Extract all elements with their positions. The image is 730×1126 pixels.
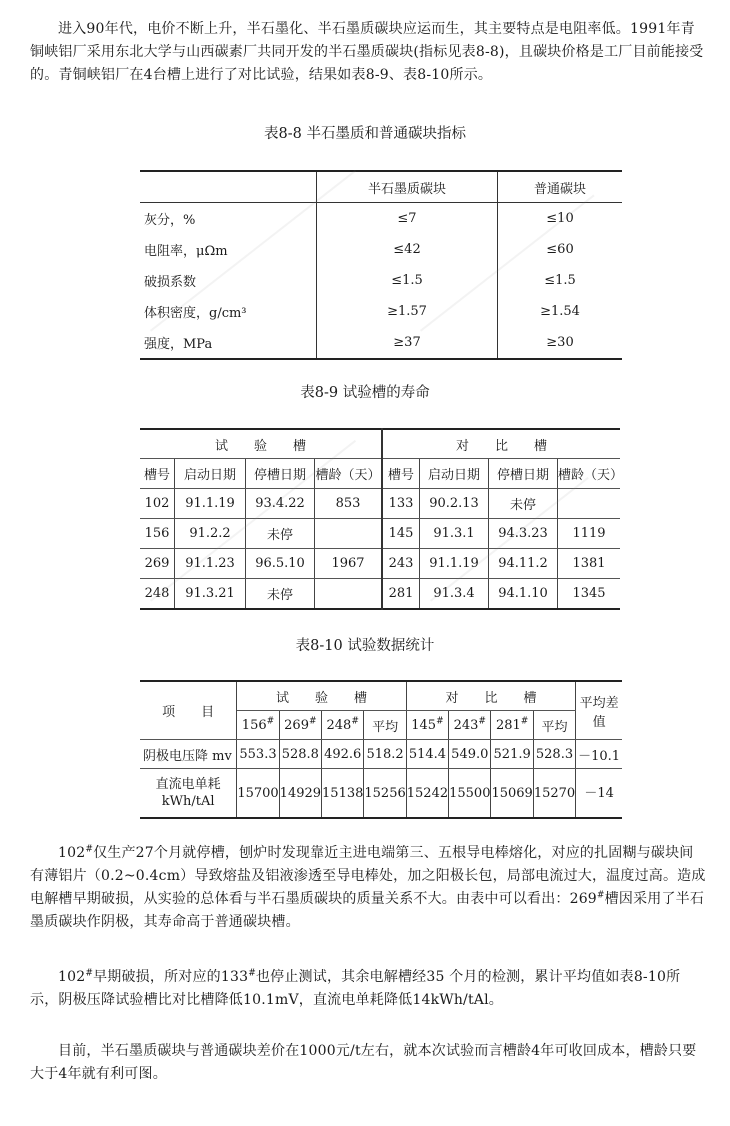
paragraph-2: 102#仅生产27个月就停槽，刨炉时发现靠近主进电端第三、五根导电棒熔化，对应的扎固糊与碳块间有薄铝片（0.2~0.4cm）导致熔盐及铝液渗透至导电棒处，加之阳极长包，局部电流过大，温度过高。造成电解槽早期破损，从实验的总体看与半石墨质碳块的质量关系不大。由表中可以看出：269#槽因采用了半石墨质碳块作阴极，其寿命高于普通碳块槽。 [30, 844, 706, 930]
table-cell: 102 [140, 489, 175, 519]
table-cell: ≤60 [546, 242, 574, 257]
table-cell: ≤42 [317, 234, 498, 265]
table-cell: 15242 [406, 769, 448, 819]
table-row [140, 769, 622, 819]
table-cell: 灰分，% [140, 203, 317, 235]
intro-paragraph: 进入90年代，电价不断上升，半石墨化、半石墨质碳块应运而生，其主要特点是电阻率低。1991年青铜峡铝厂采用东北大学与山西碳素厂共同开发的半石墨质碳块(指标见表8-8)，且碳块价格是工厂目前能接受的。青铜峡铝厂在4台槽上进行了对比试验，结果如表8-9、表8-10所示。 [30, 21, 704, 83]
table-cell [315, 519, 383, 549]
table-cell: 91.3.4 [420, 579, 489, 610]
table-cell: 528.8 [279, 740, 321, 769]
table-cell: 90.2.13 [420, 489, 489, 519]
table-cell: 强度，MPa [140, 327, 317, 359]
table-cell: ≤1.5 [317, 265, 498, 296]
table-cell: 156 [140, 519, 175, 549]
table-cell: 94.3.23 [489, 519, 558, 549]
sub-header-cell: 145# [406, 711, 448, 740]
table-8-9-caption: 表8-9 试验槽的寿命 [300, 385, 430, 401]
table-cell: 514.4 [406, 740, 448, 769]
table-8-9 [140, 428, 624, 610]
table-row [140, 549, 620, 579]
table-cell: 未停 [489, 489, 558, 519]
table-cell [315, 579, 383, 610]
table-cell: 91.3.21 [175, 579, 246, 610]
table-cell: 15069 [491, 769, 533, 819]
table-cell: 248 [140, 579, 175, 610]
table-cell: 91.3.1 [420, 519, 489, 549]
table-cell: －10.1 [576, 740, 622, 769]
group-header-test: 试 验 槽 [140, 429, 382, 459]
table-8-10-caption: 表8-10 试验数据统计 [295, 638, 435, 654]
table-cell: 94.11.2 [489, 549, 558, 579]
header-cell: 停槽日期 [246, 459, 315, 489]
table-cell: 521.9 [491, 740, 533, 769]
table-cell: 91.1.19 [420, 549, 489, 579]
table-cell: 电阻率，μΩm [140, 234, 317, 265]
sub-header-cell: 269# [279, 711, 321, 740]
paragraph-4: 目前，半石墨质碳块与普通碳块差价在1000元/t左右，就本次试验而言槽龄4年可收回成本，槽龄只要大于4年就有利可图。 [30, 1043, 697, 1082]
table-cell: 269 [140, 549, 175, 579]
table-row [140, 489, 620, 519]
header-cell: 停槽日期 [489, 459, 558, 489]
table-cell: ≥1.57 [317, 296, 498, 327]
table-cell: 145 [382, 519, 420, 549]
header-cell: 半石墨质碳块 [317, 171, 498, 203]
table-cell [558, 489, 621, 519]
table-cell: 1381 [558, 549, 621, 579]
table-cell: 15270 [533, 769, 575, 819]
sub-header-cell: 平均 [533, 711, 575, 740]
table-header-row [140, 171, 622, 203]
group-header-test: 试 验 槽 [237, 681, 406, 711]
table-cell: ≥30 [546, 335, 574, 350]
table-cell: 281 [382, 579, 420, 610]
table-cell: ≤7 [317, 203, 498, 235]
table-cell: 243 [382, 549, 420, 579]
table-cell: －14 [584, 785, 614, 801]
group-header-compare: 对 比 槽 [382, 429, 620, 459]
table-cell: 15500 [449, 769, 491, 819]
table-row [140, 234, 622, 265]
table-cell: 1967 [315, 549, 383, 579]
table-cell: ≥1.54 [540, 304, 580, 319]
table-cell: 1345 [572, 586, 606, 601]
table-cell: 未停 [246, 519, 315, 549]
table-cell: 553.3 [237, 740, 279, 769]
row-label: 阴极电压降 mv [140, 740, 237, 769]
table-row [140, 203, 622, 235]
table-cell: 91.2.2 [175, 519, 246, 549]
header-cell: 启动日期 [420, 459, 489, 489]
table-row [140, 579, 620, 610]
header-cell: 启动日期 [175, 459, 246, 489]
table-cell: 518.2 [364, 740, 406, 769]
header-cell: 槽龄（天） [558, 459, 621, 489]
table-cell: 96.5.10 [246, 549, 315, 579]
table-row [140, 327, 622, 359]
table-cell: 94.1.10 [489, 579, 558, 610]
header-cell: 槽号 [382, 459, 420, 489]
group-header-row [140, 429, 620, 459]
table-cell: 91.1.23 [175, 549, 246, 579]
group-header-compare: 对 比 槽 [406, 681, 575, 711]
sub-header-cell: 248# [322, 711, 364, 740]
sub-header-cell: 281# [491, 711, 533, 740]
table-8-10 [140, 680, 622, 819]
table-cell: 破损系数 [140, 265, 317, 296]
table-cell: 15138 [322, 769, 364, 819]
header-cell [140, 171, 317, 203]
table-cell: 93.4.22 [246, 489, 315, 519]
paragraph-3: 102#早期破损，所对应的133#也停止测试，其余电解槽经35 个月的检测，累计平均值如表8-10所示，阴极压降试验槽比对比槽降低10.1mV，直流电单耗降低14kWh/tAl。 [30, 968, 681, 1008]
table-cell: 15256 [364, 769, 406, 819]
table-cell: 14929 [279, 769, 321, 819]
table-cell: 15700 [237, 769, 279, 819]
table-8-8-caption: 表8-8 半石墨质和普通碳块指标 [264, 126, 466, 142]
table-cell: 体积密度，g/cm³ [140, 296, 317, 327]
table-cell: 1119 [558, 519, 621, 549]
table-cell: ≥37 [317, 327, 498, 359]
table-header-row [140, 459, 620, 489]
table-row [140, 519, 620, 549]
sub-header-cell: 156# [237, 711, 279, 740]
header-cell: 槽龄（天） [315, 459, 383, 489]
sub-header-cell: 243# [449, 711, 491, 740]
table-cell: 853 [315, 489, 383, 519]
header-cell: 普通碳块 [498, 171, 623, 203]
table-row [140, 296, 622, 327]
table-cell: 528.3 [533, 740, 575, 769]
group-header-row [140, 681, 622, 711]
table-cell: 91.1.19 [175, 489, 246, 519]
table-row [140, 740, 622, 769]
table-cell: 未停 [246, 579, 315, 610]
table-row [140, 265, 622, 296]
table-cell: 549.0 [449, 740, 491, 769]
table-cell: 492.6 [322, 740, 364, 769]
row-label: 直流电单耗 kWh/tAl [140, 769, 237, 819]
table-8-8 [140, 170, 622, 360]
table-cell: ≤1.5 [544, 273, 576, 288]
header-cell: 槽号 [140, 459, 175, 489]
table-cell: 133 [382, 489, 420, 519]
sub-header-cell: 平均 [364, 711, 406, 740]
item-header: 项 目 [140, 681, 237, 740]
table-cell: ≤10 [546, 211, 574, 226]
avg-diff-header: 平均差值 [576, 681, 622, 740]
